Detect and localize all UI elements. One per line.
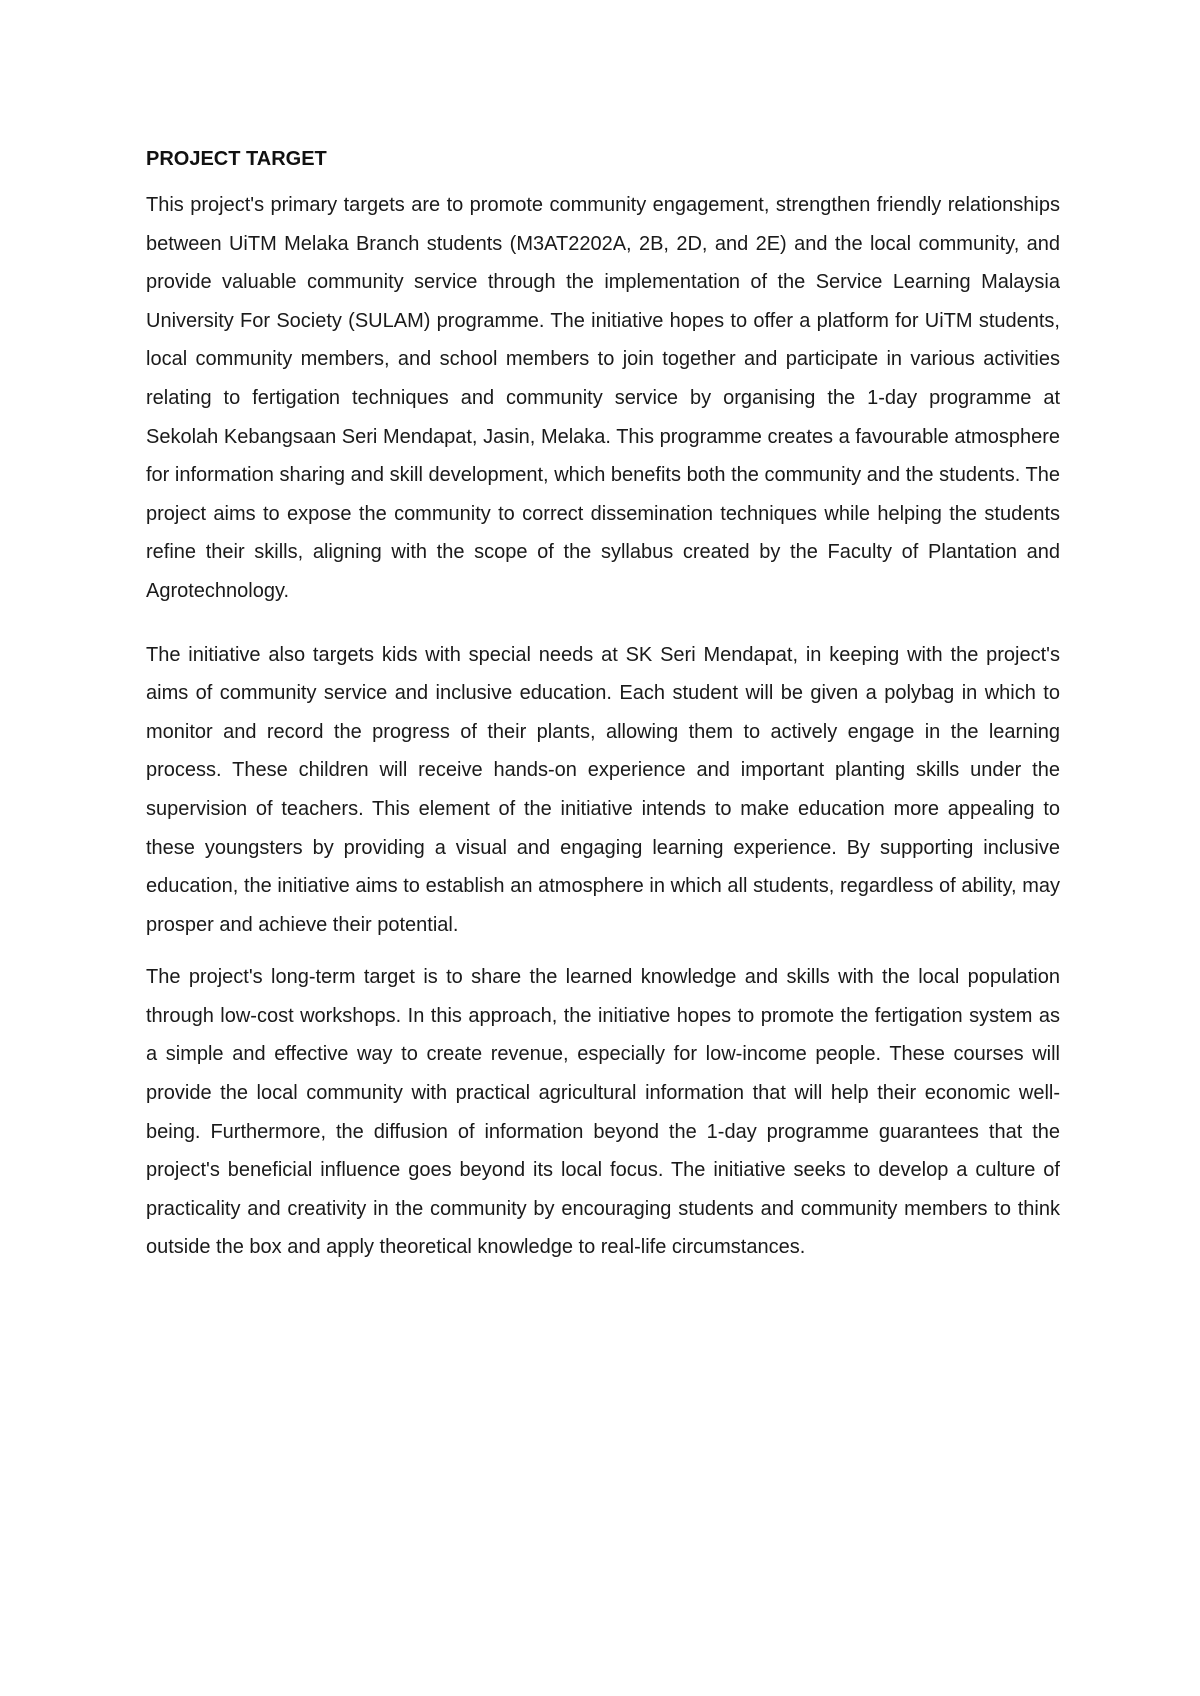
paragraph-long-term-target: The project's long-term target is to share the learned knowledge and skills with the local population through low-cost workshops. In this approach, the initiative hopes to promote the fertigation system as a simple and effective way to create revenue, especially for low-income people. These courses will provide the local community with practical agricultural information that will help their economic well-being. Furthermore, the diffusion of information beyond the 1-day programme guarantees that the project's beneficial influence goes beyond its local focus. The initiative seeks to develop a culture of practicality and creativity in the community by encouraging students and community members to think outside the box and apply theoretical knowledge to real-life circumstances. xyxy=(146,966,1060,1259)
paragraph-special-needs: The initiative also targets kids with special needs at SK Seri Mendapat, in keeping with the project's aims of community service and inclusive education. Each student will be given a polybag in which to monitor and record the progress of their plants, allowing them to actively engage in the learning process. These children will receive hands-on experience and important planting skills under the supervision of teachers. This element of the initiative intends to make education more appealing to these youngsters by providing a visual and engaging learning experience. By supporting inclusive education, the initiative aims to establish an atmosphere in which all students, regardless of ability, may prosper and achieve their potential. xyxy=(146,643,1060,936)
document-body xyxy=(146,140,1060,1267)
page-title: PROJECT TARGET xyxy=(146,148,327,170)
paragraph-primary-targets: This project's primary targets are to promote community engagement, strengthen friendly relationships between UiTM Melaka Branch students (M3AT2202A, 2B, 2D, and 2E) and the local community, and provide valuable community service through the implementation of the Service Learning Malaysia University For Society (SULAM) programme. The initiative hopes to offer a platform for UiTM students, local community members, and school members to join together and participate in various activities relating to fertigation techniques and community service by organising the 1-day programme at Sekolah Kebangsaan Seri Mendapat, Jasin, Melaka. This programme creates a favourable atmosphere for information sharing and skill development, which benefits both the community and the students. The project aims to expose the community to correct dissemination techniques while helping the students refine their skills, aligning with the scope of the syllabus created by the Faculty of Plantation and Agrotechnology. xyxy=(146,194,1060,602)
